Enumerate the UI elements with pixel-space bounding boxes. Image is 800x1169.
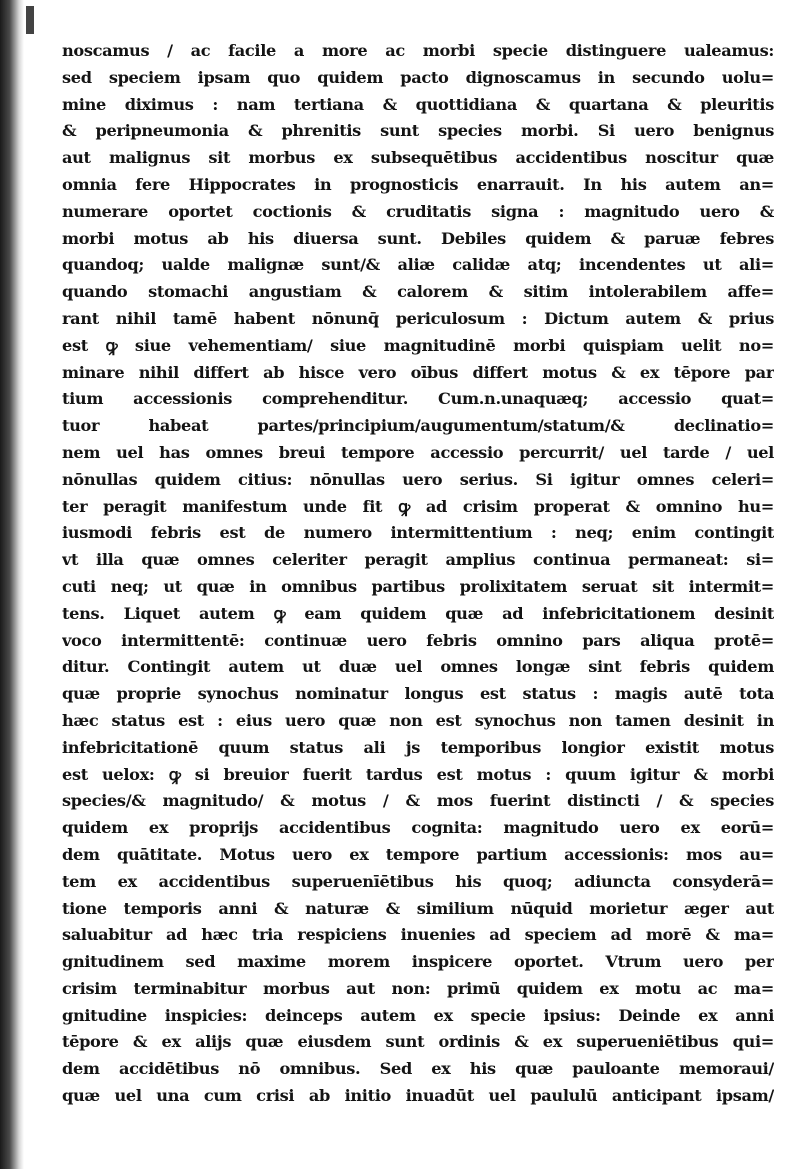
text-line: quandoq; ualde malignæ sunt/& aliæ calidæ atq; incendentes ut ali= xyxy=(62,255,774,275)
text-line: ditur. Contingit autem ut duæ uel omnes longæ sint febris quidem xyxy=(62,657,774,677)
text-line: quidem ex proprijs accidentibus cognita: magnitudo uero ex eorū= xyxy=(62,818,774,838)
text-line: vt illa quæ omnes celeriter peragit amplius continua permaneat: si= xyxy=(62,550,774,570)
text-line: nōnullas quidem citius: nōnullas uero serius. Si igitur omnes celeri= xyxy=(62,469,774,489)
text-line: gnitudinem sed maxime morem inspicere oportet. Vtrum uero per xyxy=(62,952,774,972)
text-line: quæ uel una cum crisi ab initio inuadūt uel paululū anticipant ipsam/ xyxy=(62,1086,774,1106)
text-line: est uelox: ꝙ si breuior fuerit tardus est motus : quum igitur & morbi xyxy=(62,764,774,784)
text-line: morbi motus ab his diuersa sunt. Debiles quidem & paruæ febres xyxy=(62,228,774,248)
text-line: quando stomachi angustiam & calorem & sitim intolerabilem affe= xyxy=(62,282,774,302)
text-line: rant nihil tamē habent nōnunq̄ periculosum : Dictum autem & prius xyxy=(62,308,774,328)
text-line: sed speciem ipsam quo quidem pacto dignoscamus in secundo uolu= xyxy=(62,67,774,87)
text-line: ter peragit manifestum unde fit ꝙ ad crisim properat & omnino hu= xyxy=(62,496,774,516)
text-line: cuti neq; ut quæ in omnibus partibus prolixitatem seruat sit intermit= xyxy=(62,576,774,596)
margin-ink-mark xyxy=(26,6,34,34)
text-line: tuor habeat partes/principium/augumentum/statum/& declinatio= xyxy=(62,416,774,436)
text-line: tēpore & ex alijs quæ eiusdem sunt ordinis & ex superueniētibus qui= xyxy=(62,1032,774,1052)
text-line: aut malignus sit morbus ex subsequētibus accidentibus noscitur quæ xyxy=(62,148,774,168)
text-line: gnitudine inspicies: deinceps autem ex specie ipsius: Deinde ex anni xyxy=(62,1005,774,1025)
text-line: quæ proprie synochus nominatur longus est status : magis autē tota xyxy=(62,684,774,704)
text-line: tione temporis anni & naturæ & similium nūquid morietur æger aut xyxy=(62,898,774,918)
text-line: voco intermittentē: continuæ uero febris omnino pars aliqua protē= xyxy=(62,630,774,650)
text-line: tium accessionis comprehenditur. Cum.n.unaquæq; accessio quat= xyxy=(62,389,774,409)
text-line: dem quātitate. Motus uero ex tempore partium accessionis: mos au= xyxy=(62,844,774,864)
text-line: species/& magnitudo/ & motus / & mos fuerint distincti / & species xyxy=(62,791,774,811)
text-line: numerare oportet coctionis & cruditatis signa : magnitudo uero & xyxy=(62,201,774,221)
text-line: hæc status est : eius uero quæ non est synochus non tamen desinit in xyxy=(62,710,774,730)
text-line: mine diximus : nam tertiana & quottidiana & quartana & pleuritis xyxy=(62,94,774,114)
text-line: nem uel has omnes breui tempore accessio percurrit/ uel tarde / uel xyxy=(62,442,774,462)
text-line: est ꝙ siue vehementiam/ siue magnitudinē morbi quispiam uelit no= xyxy=(62,335,774,355)
text-line: tens. Liquet autem ꝙ eam quidem quæ ad infebricitationem desinit xyxy=(62,603,774,623)
text-line: noscamus / ac facile a more ac morbi specie distinguere ualeamus: xyxy=(62,41,774,60)
text-line: minare nihil differt ab hisce vero oībus differt motus & ex tēpore par xyxy=(62,362,774,382)
text-line: & peripneumonia & phrenitis sunt species morbi. Si uero benignus xyxy=(62,121,774,141)
text-line: dem accidētibus nō omnibus. Sed ex his quæ pauloante memoraui/ xyxy=(62,1059,774,1079)
text-line: saluabitur ad hæc tria respiciens inuenies ad speciem ad morē & ma= xyxy=(62,925,774,945)
text-line: infebricitationē quum status ali js temporibus longior existit motus xyxy=(62,737,774,757)
text-line: iusmodi febris est de numero intermittentium : neq; enim contingit xyxy=(62,523,774,543)
text-line: omnia fere Hippocrates in prognosticis enarrauit. In his autem an= xyxy=(62,174,774,194)
text-line: tem ex accidentibus superuenīētibus his quoq; adiuncta consyderā= xyxy=(62,871,774,891)
binding-gutter-shadow xyxy=(0,0,24,1169)
text-line: crisim terminabitur morbus aut non: primū quidem ex motu ac ma= xyxy=(62,978,774,998)
printed-text-block xyxy=(62,38,774,1110)
